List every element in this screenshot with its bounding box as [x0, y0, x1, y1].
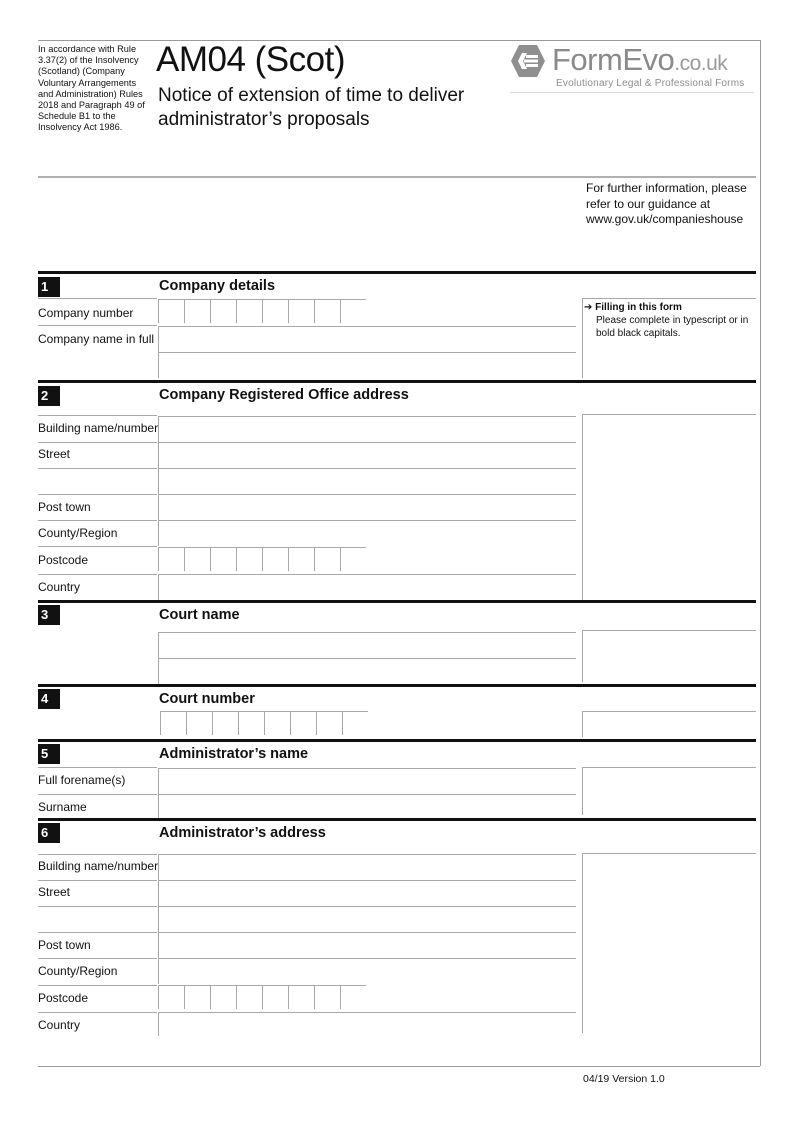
- row-divider: [38, 767, 157, 768]
- char-box[interactable]: [314, 547, 340, 571]
- arrow-right-icon: ➔: [584, 302, 593, 313]
- section-6-title: Administrator’s address: [159, 825, 326, 841]
- char-box[interactable]: [288, 547, 314, 571]
- section-5-rule: [38, 739, 756, 742]
- char-box[interactable]: [290, 711, 316, 735]
- section-3-rule: [38, 600, 756, 603]
- admin-building-input[interactable]: [158, 854, 576, 880]
- admin-forename-label: Full forename(s): [38, 773, 126, 787]
- char-box[interactable]: [262, 985, 288, 1009]
- section-1-title: Company details: [159, 278, 276, 294]
- logo-underline: [510, 92, 754, 93]
- row-divider: [38, 932, 157, 933]
- section-4-number: 4: [38, 689, 60, 709]
- admin-county-input[interactable]: [158, 958, 576, 984]
- admin-building-label: Building name/number: [38, 859, 159, 873]
- char-box[interactable]: [340, 547, 366, 571]
- admin-post-town-input[interactable]: [158, 932, 576, 958]
- form-code: AM04 (Scot): [156, 40, 345, 79]
- filling-note-title: Filling in this form: [595, 302, 682, 313]
- section-2-rule: [38, 380, 756, 383]
- formevo-hexagon-logo-icon: [510, 44, 546, 78]
- char-box[interactable]: [236, 299, 262, 323]
- bottom-border: [38, 1066, 760, 1067]
- row-divider: [38, 546, 157, 547]
- admin-street-input[interactable]: [158, 880, 576, 906]
- admin-street-label: Street: [38, 885, 71, 899]
- top-border: [38, 40, 760, 41]
- filling-note-text: Please complete in typescript or in bold black capitals.: [596, 315, 749, 339]
- ro-street-label: Street: [38, 447, 71, 461]
- section-6-rule: [38, 818, 756, 821]
- company-number-input[interactable]: [158, 299, 366, 323]
- row-divider: [38, 1012, 157, 1013]
- char-box[interactable]: [210, 547, 236, 571]
- row-divider: [38, 906, 157, 907]
- logo-name: FormEvo: [552, 42, 675, 77]
- char-box[interactable]: [158, 299, 184, 323]
- company-number-label: Company number: [38, 306, 134, 320]
- ro-street-input[interactable]: [158, 442, 576, 468]
- admin-forename-input[interactable]: [158, 768, 576, 794]
- admin-county-label: County/Region: [38, 964, 118, 978]
- row-divider: [38, 468, 157, 469]
- ro-county-label: County/Region: [38, 526, 118, 540]
- char-box[interactable]: [288, 299, 314, 323]
- char-box[interactable]: [340, 299, 366, 323]
- admin-surname-input[interactable]: [158, 794, 576, 818]
- row-divider: [38, 854, 157, 855]
- char-box[interactable]: [238, 711, 264, 735]
- section-4-title: Court number: [159, 691, 255, 707]
- right-border: [760, 40, 761, 1066]
- ro-post-town-label: Post town: [38, 500, 91, 514]
- row-divider: [38, 880, 157, 881]
- section-4-rule: [38, 684, 756, 687]
- section-6-number: 6: [38, 823, 60, 843]
- ro-postcode-input[interactable]: [158, 547, 366, 571]
- section-5-number: 5: [38, 744, 60, 764]
- section-3-number: 3: [38, 605, 60, 625]
- court-name-input-line-2[interactable]: [158, 658, 576, 684]
- ro-country-label: Country: [38, 580, 81, 594]
- guidance-text: For further information, please refer to our guidance at www.gov.uk/companieshouse: [586, 181, 747, 226]
- ro-building-input[interactable]: [158, 416, 576, 442]
- char-box[interactable]: [236, 985, 262, 1009]
- char-box[interactable]: [210, 985, 236, 1009]
- section-3-title: Court name: [159, 607, 240, 623]
- admin-street-line-2-input[interactable]: [158, 906, 576, 932]
- section-1-rule: [38, 271, 756, 274]
- logo-tld: .co.uk: [674, 52, 728, 75]
- company-name-input-line-1[interactable]: [158, 326, 576, 352]
- ro-building-label: Building name/number: [38, 421, 159, 435]
- char-box[interactable]: [342, 711, 368, 735]
- row-divider: [38, 415, 157, 416]
- formevo-logo: [510, 44, 760, 94]
- row-divider: [38, 325, 157, 326]
- char-box[interactable]: [314, 299, 340, 323]
- char-box[interactable]: [212, 711, 238, 735]
- logo-tagline: Evolutionary Legal & Professional Forms: [556, 78, 745, 89]
- filling-note: [584, 301, 754, 340]
- section-6-side-panel: [582, 853, 756, 1033]
- section-5-side-panel: [582, 767, 756, 815]
- char-box[interactable]: [186, 711, 212, 735]
- section-2-title: Company Registered Office address: [159, 387, 409, 403]
- header-divider: [38, 176, 756, 178]
- char-box[interactable]: [316, 711, 342, 735]
- row-divider: [38, 794, 157, 795]
- section-1-number: 1: [38, 277, 60, 297]
- char-box[interactable]: [210, 299, 236, 323]
- admin-post-town-label: Post town: [38, 938, 91, 952]
- admin-country-label: Country: [38, 1018, 81, 1032]
- char-box[interactable]: [264, 711, 290, 735]
- row-divider: [38, 958, 157, 959]
- char-box[interactable]: [158, 985, 184, 1009]
- company-name-label: Company name in full: [38, 332, 155, 346]
- legal-reference: In accordance with Rule 3.37(2) of the Insolvency (Scotland) (Company Voluntary Arrangements and Administration) Rules 2018 and Paragraph 49 of Schedule B1 to the Insolvency Act 1986.: [38, 44, 145, 133]
- char-box[interactable]: [262, 547, 288, 571]
- row-divider: [38, 520, 157, 521]
- admin-surname-label: Surname: [38, 800, 87, 814]
- section-3-side-panel: [582, 630, 756, 682]
- ro-country-input[interactable]: [158, 574, 576, 600]
- court-name-input-line-1[interactable]: [158, 632, 576, 658]
- logo-wordmark: [552, 42, 727, 82]
- char-box[interactable]: [340, 985, 366, 1009]
- form-title: Notice of extension of time to deliver administrator’s proposals: [158, 85, 465, 130]
- admin-postcode-label: Postcode: [38, 991, 89, 1005]
- section-5-title: Administrator’s name: [159, 746, 309, 762]
- char-box[interactable]: [184, 985, 210, 1009]
- admin-country-input[interactable]: [158, 1012, 576, 1036]
- section-4-side-panel: [582, 711, 756, 737]
- company-name-input-line-2[interactable]: [158, 352, 576, 378]
- ro-county-input[interactable]: [158, 520, 576, 546]
- char-box[interactable]: [288, 985, 314, 1009]
- section-2-side-panel: [582, 414, 756, 600]
- version-label: 04/19 Version 1.0: [583, 1073, 665, 1085]
- court-number-input[interactable]: [160, 711, 368, 735]
- char-box[interactable]: [262, 299, 288, 323]
- row-divider: [38, 298, 157, 299]
- char-box[interactable]: [236, 547, 262, 571]
- row-divider: [38, 494, 157, 495]
- char-box[interactable]: [184, 299, 210, 323]
- char-box[interactable]: [160, 711, 186, 735]
- row-divider: [38, 574, 157, 575]
- row-divider: [38, 985, 157, 986]
- char-box[interactable]: [184, 547, 210, 571]
- char-box[interactable]: [314, 985, 340, 1009]
- section-2-number: 2: [38, 386, 60, 406]
- admin-postcode-input[interactable]: [158, 985, 366, 1009]
- row-divider: [38, 442, 157, 443]
- ro-street-line-2-input[interactable]: [158, 468, 576, 494]
- char-box[interactable]: [158, 547, 184, 571]
- ro-postcode-label: Postcode: [38, 553, 89, 567]
- ro-post-town-input[interactable]: [158, 494, 576, 520]
